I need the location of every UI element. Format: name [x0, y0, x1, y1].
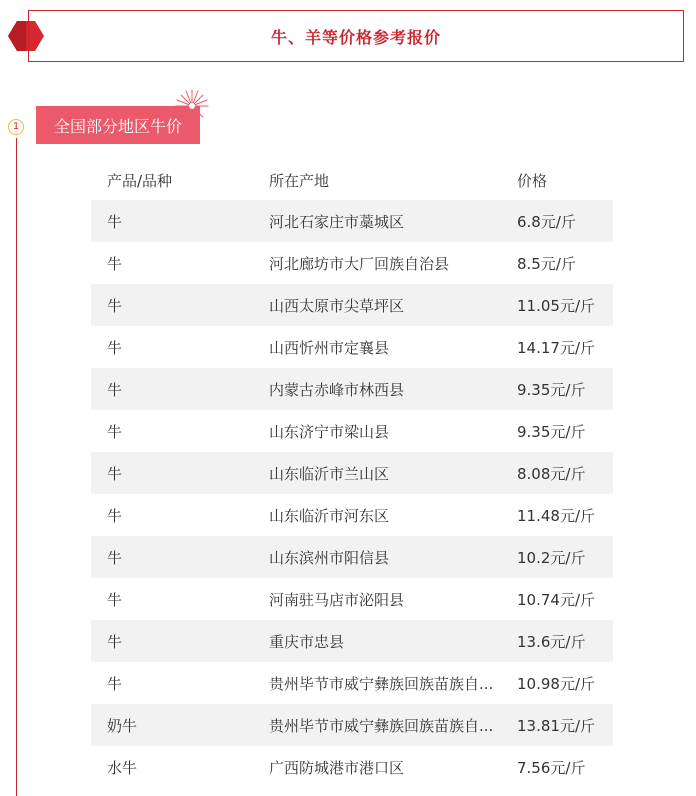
cell-origin: 广西防城港市港口区: [269, 758, 405, 777]
table-row: [91, 662, 613, 704]
cell-product: 牛: [107, 506, 123, 525]
cell-product: 牛: [107, 422, 123, 441]
cell-price: 8.5元/斤: [517, 254, 576, 273]
firework-icon: [172, 86, 212, 126]
cell-origin: 内蒙古赤峰市林西县: [269, 380, 405, 399]
cell-origin: 山西忻州市定襄县: [269, 338, 390, 357]
cell-price: 13.6元/斤: [517, 632, 586, 651]
cell-product: 牛: [107, 380, 123, 399]
cell-product: 牛: [107, 632, 123, 651]
page-title: 牛、羊等价格参考报价: [270, 27, 441, 47]
column-header-product: 产品/品种: [107, 171, 173, 190]
cell-price: 11.48元/斤: [517, 506, 595, 525]
cell-product: 牛: [107, 674, 123, 693]
table-row: [91, 452, 613, 494]
table-body: [91, 200, 613, 788]
section-title: 全国部分地区牛价: [53, 116, 182, 136]
column-header-price: 价格: [517, 171, 548, 190]
cell-price: 10.98元/斤: [517, 674, 595, 693]
cell-price: 10.2元/斤: [517, 548, 586, 567]
table-row: [91, 410, 613, 452]
table-row: [91, 242, 613, 284]
table-row: [91, 494, 613, 536]
table-header-row: [91, 160, 613, 200]
cell-origin: 贵州毕节市威宁彝族回族苗族自...: [269, 716, 494, 735]
cell-price: 10.74元/斤: [517, 590, 595, 609]
cell-product: 牛: [107, 296, 123, 315]
cell-product: 牛: [107, 590, 123, 609]
column-header-origin: 所在产地: [269, 171, 330, 190]
cell-product: 水牛: [107, 758, 138, 777]
cell-price: 9.35元/斤: [517, 380, 586, 399]
table-row: [91, 578, 613, 620]
cell-origin: 山东临沂市兰山区: [269, 464, 390, 483]
cell-price: 14.17元/斤: [517, 338, 595, 357]
cell-product: 牛: [107, 464, 123, 483]
table-row: [91, 704, 613, 746]
cell-product: 奶牛: [107, 716, 138, 735]
table-row: [91, 746, 613, 788]
timeline-line: [16, 138, 17, 796]
cell-origin: 河南驻马店市泌阳县: [269, 590, 405, 609]
cell-product: 牛: [107, 212, 123, 231]
cell-origin: 山西太原市尖草坪区: [269, 296, 405, 315]
page-header: [28, 10, 684, 62]
cell-price: 11.05元/斤: [517, 296, 595, 315]
table-row: [91, 200, 613, 242]
cell-price: 6.8元/斤: [517, 212, 576, 231]
cell-origin: 山东滨州市阳信县: [269, 548, 390, 567]
table-row: [91, 326, 613, 368]
table-row: [91, 284, 613, 326]
table-row: [91, 536, 613, 578]
cell-origin: 重庆市忠县: [269, 632, 345, 651]
table-row: [91, 368, 613, 410]
cell-origin: 山东济宁市梁山县: [269, 422, 390, 441]
cell-product: 牛: [107, 338, 123, 357]
cell-price: 8.08元/斤: [517, 464, 586, 483]
step-number-badge: 1: [8, 119, 24, 135]
price-table: [91, 160, 613, 788]
cell-product: 牛: [107, 548, 123, 567]
cell-origin: 贵州毕节市威宁彝族回族苗族自...: [269, 674, 494, 693]
cell-origin: 河北廊坊市大厂回族自治县: [269, 254, 450, 273]
cell-price: 7.56元/斤: [517, 758, 586, 777]
cell-price: 9.35元/斤: [517, 422, 586, 441]
cell-price: 13.81元/斤: [517, 716, 595, 735]
table-row: [91, 620, 613, 662]
cell-origin: 山东临沂市河东区: [269, 506, 390, 525]
cell-origin: 河北石家庄市藁城区: [269, 212, 405, 231]
cell-product: 牛: [107, 254, 123, 273]
